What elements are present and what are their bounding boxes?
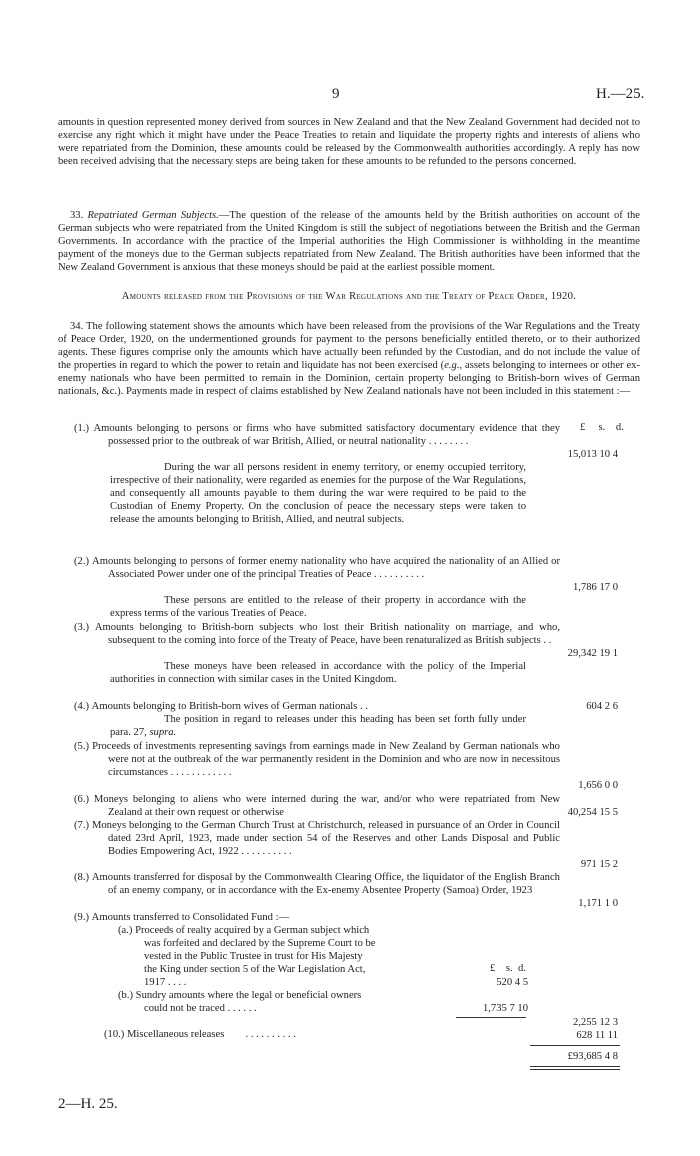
sub-item-b — [118, 989, 376, 1015]
section-heading: Amounts released from the Provisions of the War Regulations and the Treaty of Peace Order, 1920. — [121, 291, 577, 302]
sub-item-number: (b.) — [118, 990, 134, 1001]
total-rule-bottom-1 — [530, 1066, 620, 1067]
item-3-amount: 29,342 19 1 — [567, 648, 618, 659]
sub-item-a — [118, 924, 376, 989]
unit-header-main — [580, 422, 624, 433]
item-2-note: These persons are entitled to the release of their property in accordance with the express terms of the various Treaties of Peace. — [110, 595, 526, 620]
unit-shillings: s. — [505, 963, 513, 974]
item-9 — [74, 911, 560, 924]
paragraph-34 — [58, 320, 640, 399]
item-number: (9.) — [74, 912, 90, 923]
paragraph-33-lead: 33. — [70, 210, 88, 221]
item-3-note: These moneys have been released in accordance with the policy of the Imperial authorities in connection with similar cases in the United Kingdom. — [110, 661, 526, 686]
paragraph-34-part-b: , assets belonging to internees or other ex-enemy nationals who have been permitted to remain in the Dominion, certain property belonging to British-born wives of German nationals, &c.). Payments made in respect of claims established by New Zealand nationals have not been included in this statement :— — [58, 360, 640, 398]
item-text: Proceeds of investments representing savings from earnings made in New Zealand by German nationals who were not at the outbreak of the war permanently resident in the Dominion and who are now in necessitous circumstances . . . . . . . . . . . . — [92, 741, 560, 779]
item-8-amount: 1,171 1 0 — [578, 898, 618, 909]
item-8 — [74, 871, 560, 897]
item-number: (10.) — [104, 1029, 125, 1040]
item-4-note — [110, 713, 526, 739]
paragraph-34-eg: e.g. — [444, 360, 460, 372]
item-text: Miscellaneous releases — [126, 1029, 225, 1040]
unit-header-sub — [490, 963, 526, 974]
paragraph-33-title: Repatriated German Subjects. — [87, 210, 219, 221]
total-rule-bottom-2 — [530, 1069, 620, 1070]
unit-pounds: £ — [490, 963, 496, 974]
item-text: Amounts belonging to persons or firms who have submitted satisfactory documentary evidence that they possessed prior to the outbreak of war British, Allied, or neutral nationality . . . . . . . . — [93, 423, 560, 448]
item-5 — [74, 740, 560, 779]
paragraph-34-part-a: 34. The following statement shows the amounts which have been released from the provisions of the War Regulations and the Treaty of Peace Order, 1920, on the undermentioned grounds for payment to the persons beneficially entitled thereto, or to their authorized agents. These figures comprise only the amounts which have actually been refunded by the Custodian, and do not include the value of the properties in regard to which the power to retain and liquidate has not been exercised ( — [58, 321, 640, 372]
item-4-note-supra: supra. — [149, 727, 177, 739]
document-reference: H.—25. — [596, 86, 645, 102]
item-number: (2.) — [74, 556, 90, 567]
item-text: Moneys belonging to the German Church Trust at Christchurch, released in pursuance of an Order in Council dated 23rd April, 1923, made under section 54 of the Reserves and other Lands Disposal and Public Bodies Empowering Act, 1922 . . . . . . . . . . — [91, 820, 560, 858]
item-1-note: During the war all persons resident in enemy territory, or enemy occupied territory, irrespective of their nationality, were regarded as enemies for the purpose of the War Regulations, and consequently all amounts payable to them during the war were required to be paid to the Custodian of Enemy Property. On the conclusion of peace the necessary steps were taken to release the amounts belonging to British, Allied, and neutral subjects. — [110, 462, 526, 526]
sub-item-a-amount: 520 4 5 — [496, 977, 528, 988]
item-text: Amounts transferred to Consolidated Fund :— — [91, 912, 290, 923]
item-7-amount: 971 15 2 — [580, 859, 618, 870]
item-number: (3.) — [74, 622, 90, 633]
item-4-note-text: The position in regard to releases under this heading has been set forth fully under para. 27, — [110, 714, 526, 739]
item-text: Moneys belonging to aliens who were interned during the war, and/or who were repatriated from New Zealand at their own request or otherwise — [93, 794, 560, 819]
item-7 — [74, 819, 560, 858]
item-6 — [74, 793, 560, 819]
page-footer: 2—H. 25. — [58, 1096, 118, 1112]
grand-total: £93,685 4 8 — [567, 1051, 618, 1062]
item-4-amount: 604 2 6 — [586, 701, 618, 712]
item-leader-dots: . . . . . . . . . . — [245, 1029, 296, 1040]
item-number: (4.) — [74, 701, 90, 712]
paragraph-33-body: —The question of the release of the amounts held by the British authorities on account of the German subjects who were repatriated from the United Kingdom is still the subject of negotiations between the British and the German Governments. In accordance with the practice of the Imperial authorities the High Commissioner is withholding in the meantime payment of the moneys due to the German subjects repatriated from New Zealand. The British authorities have been informed that the New Zealand Government is anxious that these moneys should be paid at the earliest possible moment. — [58, 210, 641, 274]
item-6-amount: 40,254 15 5 — [567, 807, 618, 818]
sub-item-b-amount: 1,735 7 10 — [482, 1003, 528, 1014]
item-2-amount: 1,786 17 0 — [572, 582, 618, 593]
sub-item-number: (a.) — [118, 925, 133, 936]
item-text: Amounts belonging to British-born subjects who lost their British nationality on marriage, and who, subsequent to the coming into force of the Treaty of Peace, have been renaturalized as British subjects . . — [94, 622, 560, 647]
item-2 — [74, 555, 560, 581]
item-5-amount: 1,656 0 0 — [578, 780, 618, 791]
item-10-amount: 628 11 11 — [576, 1030, 618, 1041]
unit-pounds: £ — [580, 422, 586, 433]
item-4 — [74, 700, 560, 713]
item-10 — [104, 1029, 296, 1040]
unit-shillings: s. — [598, 422, 606, 433]
item-text: Amounts transferred for disposal by the Commonwealth Clearing Office, the liquidator of the English Branch of an enemy company, or in accordance with the Ex-enemy Absentee Property (Samoa) Order, 1923 — [91, 872, 560, 897]
item-text: Amounts belonging to persons of former enemy nationality who have acquired the nationality of an Allied or Associated Power under one of the principal Treaties of Peace . . . . . . . . . . — [92, 556, 560, 581]
sub-item-text: Sundry amounts where the legal or beneficial owners could not be traced . . . . . . — [135, 990, 362, 1015]
item-number: (6.) — [74, 794, 90, 805]
item-1 — [74, 422, 560, 448]
paragraph-continuation: amounts in question represented money derived from sources in New Zealand and that the New Zealand Government had decided not to exercise any right which it might have under the Peace Treaties to retain and liquidate the property rights and interests of aliens who were repatriated from the Dominion, these amounts could be released by the Commonwealth authorities accordingly. A reply has now been received advising that the necessary steps are being taken for these amounts to be refunded to the persons concerned. — [58, 117, 640, 168]
item-9-amount: 2,255 12 3 — [572, 1017, 618, 1028]
item-number: (5.) — [74, 741, 90, 752]
total-rule-top — [530, 1045, 620, 1046]
item-1-amount: 15,013 10 4 — [567, 449, 618, 460]
item-text: Amounts belonging to British-born wives of German nationals . . — [91, 701, 368, 712]
item-number: (8.) — [74, 872, 90, 883]
item-number: (7.) — [74, 820, 90, 831]
item-number: (1.) — [74, 423, 90, 434]
page-number: 9 — [332, 86, 340, 102]
sub-item-text: Proceeds of realty acquired by a German subject which was forfeited and declared by the Supreme Court to be vested in the Public Trustee in trust for His Majesty the King under section 5 of the War Legislation Act, 1917 . . . . — [135, 925, 376, 989]
paragraph-33 — [58, 209, 640, 274]
unit-pence: d. — [615, 422, 624, 433]
item-3 — [74, 621, 560, 647]
unit-pence: d. — [517, 963, 526, 974]
